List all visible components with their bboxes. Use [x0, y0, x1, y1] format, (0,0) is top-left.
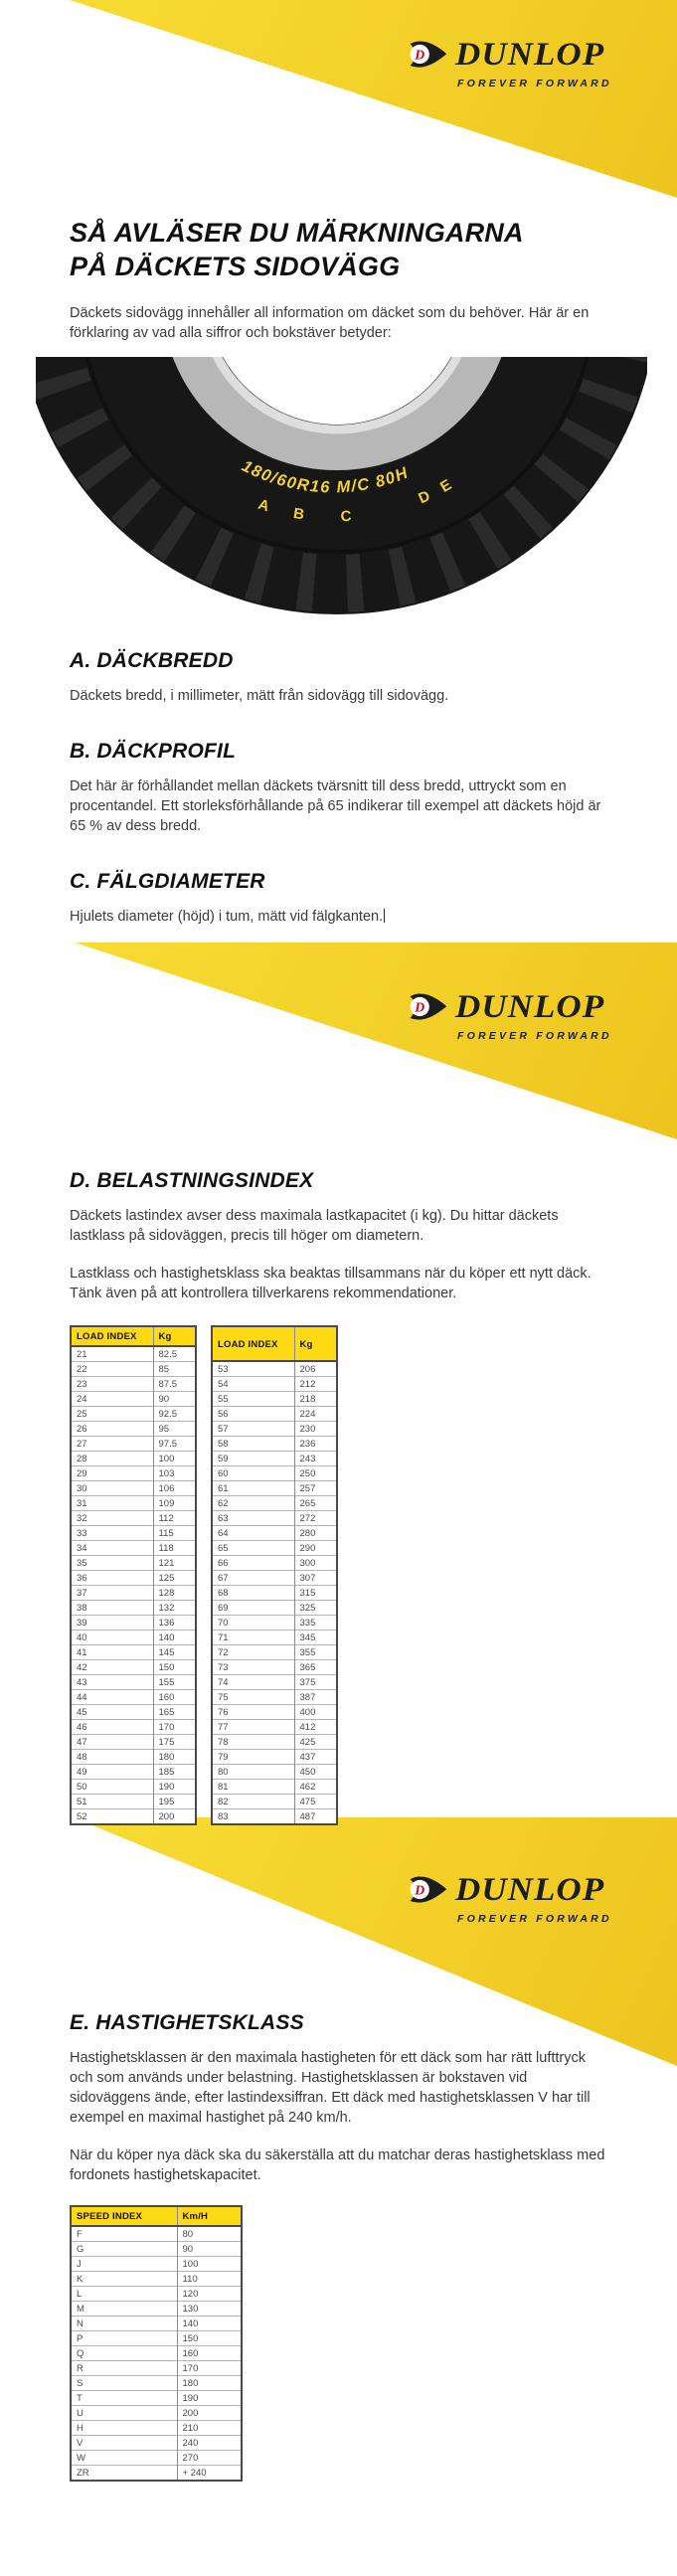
tire-label-b: B: [291, 504, 306, 524]
column-header: LOAD INDEX: [212, 1326, 294, 1361]
table-cell: 43: [71, 1675, 153, 1690]
table-cell: N: [71, 2317, 177, 2331]
table-cell: 112: [153, 1511, 196, 1526]
table-row: [212, 1720, 337, 1735]
table-row: [71, 2331, 242, 2346]
intro-paragraph: Däckets sidovägg innehåller all information om däcket som du behöver. Här är en förklaring av vad alla siffror och bokstäver betyder:: [70, 305, 590, 342]
table-cell: 140: [153, 1631, 196, 1645]
table-row: [212, 1437, 337, 1452]
table-cell: 25: [71, 1407, 153, 1422]
section-b-heading: B. DÄCKPROFIL: [70, 740, 237, 764]
table-cell: 257: [294, 1481, 337, 1496]
table-cell: 345: [294, 1631, 337, 1645]
table-row: [212, 1361, 337, 1377]
load-index-tables: [70, 1325, 607, 1825]
table-row: [71, 1809, 196, 1825]
table-cell: + 240: [177, 2466, 242, 2482]
table-cell: 155: [153, 1675, 196, 1690]
flying-d-icon: [406, 1869, 449, 1911]
speed-index-table: [70, 2205, 243, 2482]
table-cell: 109: [153, 1496, 196, 1511]
table-row: [212, 1631, 337, 1645]
table-cell: 132: [153, 1601, 196, 1616]
table-cell: 49: [71, 1765, 153, 1780]
table-header-row: [71, 2206, 242, 2226]
dunlop-logo: [406, 1869, 654, 1925]
table-row: [71, 2317, 242, 2331]
table-row: [71, 1645, 196, 1660]
table-cell: 270: [177, 2451, 242, 2466]
table-row: [71, 1526, 196, 1541]
table-header-row: [71, 1326, 196, 1346]
table-row: [212, 1616, 337, 1631]
table-cell: 36: [71, 1571, 153, 1586]
table-row: [212, 1466, 337, 1481]
table-cell: 83: [212, 1809, 294, 1825]
table-cell: 200: [177, 2406, 242, 2421]
table-cell: 325: [294, 1601, 337, 1616]
table-cell: 69: [212, 1601, 294, 1616]
table-cell: 22: [71, 1362, 153, 1377]
table-cell: 206: [294, 1361, 337, 1377]
table-cell: H: [71, 2421, 177, 2436]
table-row: [212, 1377, 337, 1392]
table-cell: ZR: [71, 2466, 177, 2482]
table-cell: 365: [294, 1660, 337, 1675]
table-row: [71, 1437, 196, 1452]
svg-text:D: D: [415, 1882, 425, 1898]
flying-d-icon: [406, 34, 449, 76]
table-cell: 218: [294, 1392, 337, 1407]
table-cell: 100: [153, 1452, 196, 1466]
table-row: [212, 1586, 337, 1601]
table-cell: 32: [71, 1511, 153, 1526]
table-cell: 475: [294, 1795, 337, 1809]
table-cell: 38: [71, 1601, 153, 1616]
table-row: [71, 1362, 196, 1377]
table-cell: 47: [71, 1735, 153, 1750]
tire-label-a: A: [255, 495, 272, 516]
table-cell: 85: [153, 1362, 196, 1377]
table-cell: 50: [71, 1780, 153, 1795]
table-cell: J: [71, 2257, 177, 2272]
table-row: [71, 1556, 196, 1571]
table-cell: 130: [177, 2302, 242, 2317]
table-cell: 265: [294, 1496, 337, 1511]
table-cell: V: [71, 2436, 177, 2451]
table-cell: R: [71, 2361, 177, 2376]
table-row: [71, 1571, 196, 1586]
table-cell: 45: [71, 1705, 153, 1720]
table-row: [212, 1750, 337, 1765]
table-cell: 28: [71, 1452, 153, 1466]
table-row: [71, 1690, 196, 1705]
table-cell: 185: [153, 1765, 196, 1780]
table-cell: S: [71, 2376, 177, 2391]
table-cell: 73: [212, 1660, 294, 1675]
table-cell: 82: [212, 1795, 294, 1809]
table-cell: 33: [71, 1526, 153, 1541]
table-cell: 272: [294, 1511, 337, 1526]
section-a-body: Däckets bredd, i millimeter, mätt från sidovägg till sidovägg.: [70, 688, 449, 705]
table-cell: 72: [212, 1645, 294, 1660]
table-cell: 243: [294, 1452, 337, 1466]
table-row: [212, 1556, 337, 1571]
brand-wordmark: DUNLOP: [455, 1871, 605, 1908]
table-cell: 170: [177, 2361, 242, 2376]
column-header: SPEED INDEX: [71, 2206, 177, 2226]
table-cell: 165: [153, 1705, 196, 1720]
table-cell: 375: [294, 1675, 337, 1690]
table-cell: 78: [212, 1735, 294, 1750]
brand-tagline: FOREVER FORWARD: [457, 1030, 612, 1043]
table-row: [71, 1541, 196, 1556]
table-cell: 121: [153, 1556, 196, 1571]
table-row: [71, 1750, 196, 1765]
table-cell: 450: [294, 1765, 337, 1780]
table-row: [71, 1720, 196, 1735]
column-header: Kg: [153, 1326, 196, 1346]
table-cell: 30: [71, 1481, 153, 1496]
table-row: [212, 1765, 337, 1780]
tire-sidewall-image: [36, 357, 647, 615]
table-cell: L: [71, 2287, 177, 2302]
table-row: [212, 1407, 337, 1422]
table-row: [71, 1735, 196, 1750]
tire-label-c: C: [340, 507, 352, 526]
section-c-body: Hjulets diameter (höjd) i tum, mätt vid fälgkanten.: [70, 909, 384, 926]
table-cell: 224: [294, 1407, 337, 1422]
table-row: [212, 1511, 337, 1526]
table-row: [71, 2257, 242, 2272]
table-cell: 52: [71, 1809, 153, 1825]
section-c-heading: C. FÄLGDIAMETER: [70, 870, 265, 894]
table-cell: 120: [177, 2287, 242, 2302]
table-cell: U: [71, 2406, 177, 2421]
table-cell: 240: [177, 2436, 242, 2451]
table-cell: F: [71, 2226, 177, 2242]
table-cell: 75: [212, 1690, 294, 1705]
table-cell: 67: [212, 1571, 294, 1586]
table-row: [71, 1780, 196, 1795]
tire-label-e: E: [436, 476, 455, 496]
table-row: [71, 2346, 242, 2361]
table-row: [71, 1466, 196, 1481]
table-cell: 90: [177, 2242, 242, 2257]
table-cell: 41: [71, 1645, 153, 1660]
table-cell: 175: [153, 1735, 196, 1750]
table-cell: 212: [294, 1377, 337, 1392]
table-cell: 387: [294, 1690, 337, 1705]
table-row: [71, 1586, 196, 1601]
table-cell: M: [71, 2302, 177, 2317]
table-row: [212, 1392, 337, 1407]
section-e-body1: Hastighetsklassen är den maximala hastigheten för ett däck som har rätt lufttryck och som används under belastning. Hastighetsklassen är bokstaven vid sidoväggens ände, efter lastindexsiffran. Ett däck med hastighetsklassen V har till exempel en maximal hastighet på 240 km/h.: [70, 2050, 591, 2127]
table-row: [71, 1616, 196, 1631]
table-cell: 160: [177, 2346, 242, 2361]
table-cell: 37: [71, 1586, 153, 1601]
table-row: [71, 1377, 196, 1392]
table-cell: 44: [71, 1690, 153, 1705]
section-d-body2: Lastklass och hastighetsklass ska beaktas tillsammans när du köper ett nytt däck. Tänk även på att kontrollera tillverkarens rekommendationer.: [70, 1266, 592, 1302]
table-row: [212, 1481, 337, 1496]
table-cell: 62: [212, 1496, 294, 1511]
table-cell: 39: [71, 1616, 153, 1631]
table-cell: 68: [212, 1586, 294, 1601]
table-cell: 180: [153, 1750, 196, 1765]
table-row: [71, 2451, 242, 2466]
table-cell: 97.5: [153, 1437, 196, 1452]
table-row: [71, 1795, 196, 1809]
table-cell: 71: [212, 1631, 294, 1645]
table-row: [71, 1392, 196, 1407]
table-row: [71, 2466, 242, 2482]
table-cell: G: [71, 2242, 177, 2257]
section-a-heading: A. DÄCKBREDD: [70, 649, 234, 673]
table-cell: 140: [177, 2317, 242, 2331]
load-index-table-2: [211, 1325, 338, 1825]
table-row: [212, 1690, 337, 1705]
table-cell: 150: [177, 2331, 242, 2346]
table-cell: 210: [177, 2421, 242, 2436]
table-cell: 46: [71, 1720, 153, 1735]
table-cell: 170: [153, 1720, 196, 1735]
table-row: [71, 1422, 196, 1437]
table-cell: 80: [212, 1765, 294, 1780]
table-cell: 160: [153, 1690, 196, 1705]
column-header: Km/H: [177, 2206, 242, 2226]
table-cell: 21: [71, 1346, 153, 1362]
table-row: [71, 1660, 196, 1675]
table-cell: 462: [294, 1780, 337, 1795]
section-d-heading: D. BELASTNINGSINDEX: [70, 1169, 314, 1193]
table-cell: 335: [294, 1616, 337, 1631]
table-cell: 80: [177, 2226, 242, 2242]
table-row: [212, 1675, 337, 1690]
table-cell: 82.5: [153, 1346, 196, 1362]
load-index-table-1: [70, 1325, 197, 1825]
table-row: [212, 1660, 337, 1675]
table-row: [212, 1452, 337, 1466]
table-row: [212, 1705, 337, 1720]
table-cell: 79: [212, 1750, 294, 1765]
table-cell: 400: [294, 1705, 337, 1720]
table-cell: 487: [294, 1809, 337, 1825]
brand-banner-top: [0, 0, 677, 204]
table-row: [212, 1541, 337, 1556]
table-cell: K: [71, 2272, 177, 2287]
table-row: [71, 1601, 196, 1616]
table-row: [71, 2361, 242, 2376]
text-cursor: [384, 909, 385, 923]
table-cell: P: [71, 2331, 177, 2346]
bottom-whitespace: [70, 2482, 607, 2576]
table-cell: 48: [71, 1750, 153, 1765]
table-header-row: [212, 1326, 337, 1361]
table-cell: 24: [71, 1392, 153, 1407]
flying-d-icon: [406, 986, 449, 1028]
svg-text:D: D: [415, 999, 425, 1015]
table-cell: 290: [294, 1541, 337, 1556]
table-cell: W: [71, 2451, 177, 2466]
table-cell: 51: [71, 1795, 153, 1809]
table-row: [212, 1526, 337, 1541]
table-row: [212, 1601, 337, 1616]
brand-tagline: FOREVER FORWARD: [457, 78, 612, 89]
table-cell: 31: [71, 1496, 153, 1511]
table-row: [71, 2376, 242, 2391]
table-cell: 53: [212, 1361, 294, 1377]
table-cell: 70: [212, 1616, 294, 1631]
table-cell: 355: [294, 1645, 337, 1660]
table-cell: 425: [294, 1735, 337, 1750]
table-cell: 34: [71, 1541, 153, 1556]
brand-wordmark: DUNLOP: [455, 988, 605, 1025]
table-cell: 315: [294, 1586, 337, 1601]
table-row: [212, 1571, 337, 1586]
table-cell: 60: [212, 1466, 294, 1481]
table-cell: 190: [153, 1780, 196, 1795]
table-cell: 128: [153, 1586, 196, 1601]
section-d-body1: Däckets lastindex avser dess maximala lastkapacitet (i kg). Du hittar däckets lastklass på sidoväggen, precis till höger om diametern.: [70, 1208, 559, 1245]
table-cell: 40: [71, 1631, 153, 1645]
table-cell: 76: [212, 1705, 294, 1720]
column-header: Kg: [294, 1326, 337, 1361]
table-cell: 56: [212, 1407, 294, 1422]
table-row: [71, 2272, 242, 2287]
table-row: [71, 1346, 196, 1362]
table-row: [212, 1809, 337, 1825]
table-cell: 190: [177, 2391, 242, 2406]
table-cell: 29: [71, 1466, 153, 1481]
table-cell: 77: [212, 1720, 294, 1735]
table-cell: 26: [71, 1422, 153, 1437]
table-cell: 106: [153, 1481, 196, 1496]
table-row: [71, 2436, 242, 2451]
table-cell: 59: [212, 1452, 294, 1466]
table-cell: 64: [212, 1526, 294, 1541]
table-cell: 58: [212, 1437, 294, 1452]
table-cell: 150: [153, 1660, 196, 1675]
dunlop-logo: [406, 34, 654, 89]
table-cell: T: [71, 2391, 177, 2406]
table-cell: 87.5: [153, 1377, 196, 1392]
table-cell: 118: [153, 1541, 196, 1556]
table-cell: 54: [212, 1377, 294, 1392]
tire-size-marking: 180/60R16 M/C 80H: [239, 456, 412, 497]
table-cell: 180: [177, 2376, 242, 2391]
table-cell: 63: [212, 1511, 294, 1526]
brand-tagline: FOREVER FORWARD: [457, 1913, 612, 1926]
yellow-wedge: [0, 0, 677, 204]
table-cell: 230: [294, 1422, 337, 1437]
table-row: [71, 1765, 196, 1780]
table-row: [71, 2391, 242, 2406]
table-row: [71, 1631, 196, 1645]
table-cell: 125: [153, 1571, 196, 1586]
table-cell: 103: [153, 1466, 196, 1481]
column-header: LOAD INDEX: [71, 1326, 153, 1346]
table-row: [71, 1496, 196, 1511]
table-cell: 100: [177, 2257, 242, 2272]
table-cell: 280: [294, 1526, 337, 1541]
table-row: [212, 1735, 337, 1750]
table-cell: 57: [212, 1422, 294, 1437]
table-cell: 145: [153, 1645, 196, 1660]
table-cell: 110: [177, 2272, 242, 2287]
table-row: [71, 2242, 242, 2257]
table-cell: 90: [153, 1392, 196, 1407]
svg-text:C: [340, 508, 352, 526]
table-row: [71, 2226, 242, 2242]
section-b-body: Det här är förhållandet mellan däckets tvärsnitt till dess bredd, uttryckt som en procentandel. Ett storleksförhållande på 65 indikerar till exempel att däckets höjd är 65 % av dess bredd.: [70, 778, 601, 835]
table-row: [212, 1780, 337, 1795]
brand-wordmark: DUNLOP: [455, 36, 605, 73]
table-cell: 23: [71, 1377, 153, 1392]
table-cell: 35: [71, 1556, 153, 1571]
table-cell: 200: [153, 1809, 196, 1825]
table-cell: 437: [294, 1750, 337, 1765]
table-row: [71, 1511, 196, 1526]
table-row: [71, 2287, 242, 2302]
table-cell: 55: [212, 1392, 294, 1407]
dunlop-logo: [406, 986, 654, 1042]
table-cell: 27: [71, 1437, 153, 1452]
table-cell: 92.5: [153, 1407, 196, 1422]
table-row: [71, 2421, 242, 2436]
table-cell: 95: [153, 1422, 196, 1437]
table-row: [71, 2406, 242, 2421]
table-cell: Q: [71, 2346, 177, 2361]
table-row: [71, 1407, 196, 1422]
table-cell: 42: [71, 1660, 153, 1675]
table-cell: 61: [212, 1481, 294, 1496]
tire-label-d: D: [416, 487, 433, 508]
table-cell: 250: [294, 1466, 337, 1481]
table-row: [212, 1645, 337, 1660]
table-cell: 115: [153, 1526, 196, 1541]
table-cell: 307: [294, 1571, 337, 1586]
table-row: [71, 2302, 242, 2317]
svg-text:D: D: [415, 47, 425, 63]
table-row: [212, 1795, 337, 1809]
table-row: [71, 1452, 196, 1466]
table-cell: 136: [153, 1616, 196, 1631]
table-row: [71, 1675, 196, 1690]
table-cell: 412: [294, 1720, 337, 1735]
table-cell: 65: [212, 1541, 294, 1556]
table-row: [71, 1705, 196, 1720]
table-cell: 236: [294, 1437, 337, 1452]
brand-banner-middle: [0, 943, 677, 1139]
table-cell: 66: [212, 1556, 294, 1571]
table-row: [71, 1481, 196, 1496]
table-cell: 195: [153, 1795, 196, 1809]
page-title: SÅ AVLÄSER DU MÄRKNINGARNA PÅ DÄCKETS SIDOVÄGG: [70, 218, 524, 282]
table-row: [212, 1422, 337, 1437]
table-cell: 74: [212, 1675, 294, 1690]
section-e-body2: När du köper nya däck ska du säkerställa att du matchar deras hastighetsklass med fordonets hastighetskapacitet.: [70, 2147, 605, 2184]
table-cell: 81: [212, 1780, 294, 1795]
table-cell: 300: [294, 1556, 337, 1571]
table-row: [212, 1496, 337, 1511]
section-e-heading: E. HASTIGHETSKLASS: [70, 2011, 304, 2035]
